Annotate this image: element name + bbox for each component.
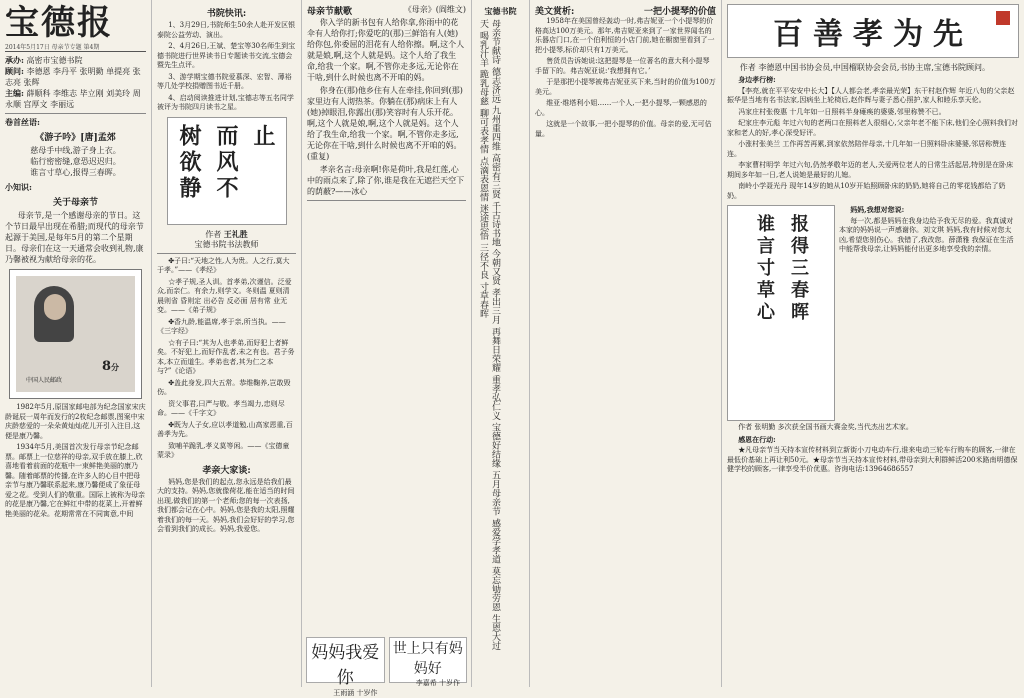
kid-artwork: 妈妈我爱你 王雨涵 十岁作 [306,637,385,683]
song-paragraph: 你入学的新书包有人给你拿,你雨中的花伞有人给你打;你爱吃的(那)三鲜馅有人(她)给你包,你委屈的泪花有人给你擦。啊,这个人就是娘,啊,这个人就是妈。这个人给了我生命,给我一个家。啊,不管你走多远,无论你在干啥,到什么时候也离不开咱的妈。 [307,18,465,82]
essay-paragraph: 维亚·维塔利小姐……一个人,一把小提琴,一颗感恩的心。 [535,99,707,117]
sponsor-line [5,55,146,66]
calligraphy-artwork [167,117,287,225]
classic-quote: ✤盖此身发,四大五常。恭维鞠养,岂敢毁伤。 [157,378,291,396]
advisors-value: 李德恩 李丹平 张明勤 单提亮 张志亮 张辉 [5,67,141,87]
filial-heading: 身边孝行榜: [738,75,776,84]
stamp-image [9,269,142,399]
knowledge-label: 小知识: [5,182,32,192]
letters-paragraph: 妈妈,您是我们的起点,您永远是给我们最大的支持。妈妈,您就像荷花,能在适当的时间出现,做我们的第一个老师;您的每一次表扬,我们都会记在心中。妈妈,您是我的太阳,照耀着我们的每一天。妈妈,我们会好好的学习,您会看到我们的成长。妈妈,我爱您。 [157,477,295,533]
poem-title: 《游子吟》[唐]孟郊 [35,133,116,143]
news-item: 3、游学期宝德书院爱慕深、宏智、薄裕等几处学校捐赠图书近千册。 [157,72,292,90]
seal-icon [996,11,1010,25]
vertical-calligraphy: 谁言寸草心 报得三春晖 [727,205,835,421]
column-4 [472,0,530,687]
poem-paragraph: 每一次,都是妈妈在我身边给予我无尽的爱。我真诚对本家的妈妈说一声感谢你。刘文琪 妈妈,我有时候对您太凶,希望您别伤心。我错了,我改您。薛潇雅 我保证在生活中能帮我母亲,让妈妈能付出更多地享受我的亲情。 [839,216,1014,253]
classic-quote: ✤子曰:“天地之性,人为贵。人之行,莫大于孝。”——《孝经》 [157,256,290,274]
news-item: 1、3月29日,书院师生50余人赴开发区银泰院公益劳动、演出。 [157,21,296,39]
classic-quote: 资父事君,曰严与敬。孝当竭力,忠则尽命。——《千字文》 [157,399,285,417]
sponsor-value: 高密市宝德书院 [26,56,83,65]
editors-line [5,88,146,110]
calligraphy-caption: 作者 张明勤 多次获全国书画大赛金奖,当代杰出艺术家。 [738,423,913,431]
letters-title: 孝亲大家谈: [202,465,251,476]
song-paragraph: 你身在(那)他乡住有人在牵挂,你回到(那)家里边有人沏热茶。你躺在(那)病床上有人(她)掉眼泪,你露出(那)笑容时有人乐开花。啊,这个人就是娘,啊,这个人就是妈。这个人给了我生命,给我一个家。啊,不管你走多远,无论你在干啥,到什么时候也离不开咱的妈。(重复) [307,86,463,161]
news-title: 书院快讯: [206,9,247,19]
news-item: 4、启动阅读推进计划,宝德志等五名同学被评为书院四月读书之星。 [157,93,294,111]
poem-line: 慈母手中线,游子身上衣。 [30,146,121,155]
banner-caption: 作者 李德恩中国书协会员,中国榴联协会会员,书协主席,宝德书院顾问。 [739,63,990,72]
poem-line: 谁言寸草心,报得三春晖。 [30,168,121,177]
calligraphy-column: 止 [250,123,276,150]
song-heading: 母亲节献歌 《母亲》(阎维文) [307,5,466,17]
filial-paragraph: 冯家庄村张俊惠 十几年如一日照料半身瘫痪的婆婆,邻里称赞不已。 [738,107,946,116]
classic-quote: ✤香九龄,能温席,孝于亲,所当执。——《三字经》 [157,317,286,335]
calligraphy-column: 而风不 [213,123,239,202]
column-3 [302,0,472,697]
column-4-title: 宝德书院 [484,6,517,16]
poem-line: 临行密密缝,意恐迟迟归。 [30,157,121,166]
masthead-title: 宝德报 [5,3,113,43]
essay-paragraph: 1958年在美国曾经轰动一时,弗吉妮亚一个小提琴的价格高达100万美元。那年,弗吉妮亚来到了一家世界闻名的乐器店门口,在一个伯利恒的小店门前,她在橱窗里看到了一把小提琴,标价却只有1万美元。 [535,17,715,54]
calligraphy-banner: 百善孝为先 [727,4,1019,58]
vertical-poem: 母亲节献诗 德志济远 九州重四维 高密有三贤 千古诗书地 今朝又贤 孝出三月 再舞日荣耀 重孝弘仁义 宝德好结缘 五月母亲节 感爱学孝道 莫忘劬劳恩 生恩大过天 喝乳汁羊 跪乳母慈 聊可表孝情 点滴表恩情 迷途思悟 三径不良 寸草春晖 [478,19,500,651]
filial-paragraph: 李家曹村明学 年过六旬,仍然孝敬年迈的老人,关爱两位老人的日常生活起居,特别是在卧床期间多年如一日,老人说她是最好的儿媳。 [727,161,1014,179]
article-paragraph: 1934年5月,美国首次发行母亲节纪念邮票。邮票上一位慈祥的母亲,双手放在膝上,欣喜地看着前面的花瓶中一束鲜艳美丽的康乃馨。随着邮票的传播,在许多人的心目中把母亲节与康乃馨联系起来,康乃馨便成了象征母爱之花。受到人们的敬重。国际上被称为母亲的花是康乃馨,它在鲜红中带的花菜上,开着鲜艳美丽的花朵。花期常常在不同寓意,中间 [5,443,145,518]
masthead-subtitle: 2014年5月17日 母亲节专题 第4期 [5,42,146,52]
article-paragraph: 母亲节,是一个感谢母亲的节日。这个节日最早出现在希腊;而现代的母亲节起源于美国,是每年5月的第二个星期日。母亲们在这一天通常会收到礼物,康乃馨被视为献给母亲的花。 [5,211,144,264]
article-title: 关于母亲节 [52,198,98,208]
column-6 [722,0,1024,687]
classic-quote: 致哺羊跪乳,孝义莫等闲。——《宝德童蒙录》 [157,441,290,459]
calligraphy-column: 树欲静 [176,123,202,202]
poem-section-label: 卷首丝语: [5,117,40,127]
column-5 [530,0,722,687]
calligraphy-caption: 作者 王礼胜 宝德书院书法教师 [194,228,259,249]
advisors-line [5,66,146,88]
song-paragraph: 孝亲名言:母亲啊!你是荷叶,我是红莲,心中的雨点来了,除了你,谁是我在无遮拦天空下的荫蔽?——冰心 [307,165,465,196]
classic-quote: ☆孝子规,圣人训。首孝弟,次谨信。泛爱众,而亲仁。有余力,则学文。冬则温 夏则清 晨则省 昏则定 出必告 反必面 居有常 业无变。——《弟子规》 [157,277,292,314]
essay-paragraph: 这就是一个故事,一把小提琴的价值。母亲的爱,无可估量。 [535,120,712,138]
essay-heading: 美文赏析: 一把小提琴的价值 [535,7,716,17]
advisors-label: 顾问: [5,66,24,76]
kid-artwork: 世上只有妈妈好 李嘉希 十岁作 [389,637,468,683]
poem-title: 妈妈,我想对您说: [850,205,905,214]
classic-quote: ✤既为人子女,应以孝道勉,山高家恩重,百善孝为先。 [157,420,293,438]
column-2 [152,0,302,687]
news-item: 2、4月26日,王斌、楚宝等30名师生到宝德书院进行世界读书日专题读书交流,宝德会暨先生点评。 [157,42,296,69]
editors-label: 主编: [5,88,24,98]
thanks-title: 感恩在行动: [738,434,776,444]
filial-paragraph: 【李亮,就在平平安安中长大】【人人都会老,孝亲最光荣】东干村赵作辉 年近八旬的父亲赵振华是当地有名书法家,因病坐上轮椅后,赵作辉与妻子悉心照护,家人和睦乐享天伦。 [727,86,1015,104]
essay-paragraph: 售货员告诉她说:这把提琴是一位著名的意大利小提琴手留下的。弗吉妮亚说:‘我想拥有它。’ [535,57,710,75]
classic-quote: ☆有子曰:“其为人也孝弟,而好犯上者鲜矣。不好犯上,而好作乱者,未之有也。君子务本,本立而道生。孝弟也者,其为仁之本与?”《论语》 [157,338,295,375]
children-calligraphy [302,637,471,697]
editors-value: 薛顺科 李维志 毕立刚 刘美玲 周永顺 宫厚文 李丽远 [5,89,141,109]
filial-paragraph: 小涨村张美兰 工作再苦再累,到家依然陪伴母亲,十几年如一日照料卧床婆婆,邻居称赞连连。 [727,140,1007,158]
filial-paragraph: 南岭小学聂光丹 现年14岁的她从10岁开始照顾卧床的奶奶,她将自己的零花钱都给了奶奶。 [727,182,1006,200]
essay-paragraph: 于是那把小提琴被弗吉妮亚买下来,当时的价值为100万美元。 [535,78,716,96]
article-paragraph: 1982年5月,原国家邮电部为纪念国家宋庆龄诞辰一周年而发行的2枚纪念邮票,图案中宋庆龄慈爱的一朵朵黄灿灿花儿开引入注目,这便是康乃馨。 [5,403,146,440]
filial-paragraph: 纪家庄李元彪 年过六旬的老两口在照料老人很细心,父亲年老不能下床,他们全心照料我们对家和老人的好,孝心深受好评。 [727,119,1018,137]
stamp-value: 8分 [101,359,119,374]
thanks-paragraph: ★凡母亲节当天持本宣传材料到立新街小刀电动车行,谁来电动三轮车行购车的顾客,一律在最低价基础上再让利50元。★母亲节当天持本宣传材料,带母亲到大利群鲜活200米路南明德保健学校的顾客,一律享受半价优惠。咨询电话:13964686557 [727,446,1018,473]
column-1 [0,0,152,687]
stamp-text: 中国人民邮政 [26,377,63,384]
sponsor-label: 承办: [5,55,24,65]
